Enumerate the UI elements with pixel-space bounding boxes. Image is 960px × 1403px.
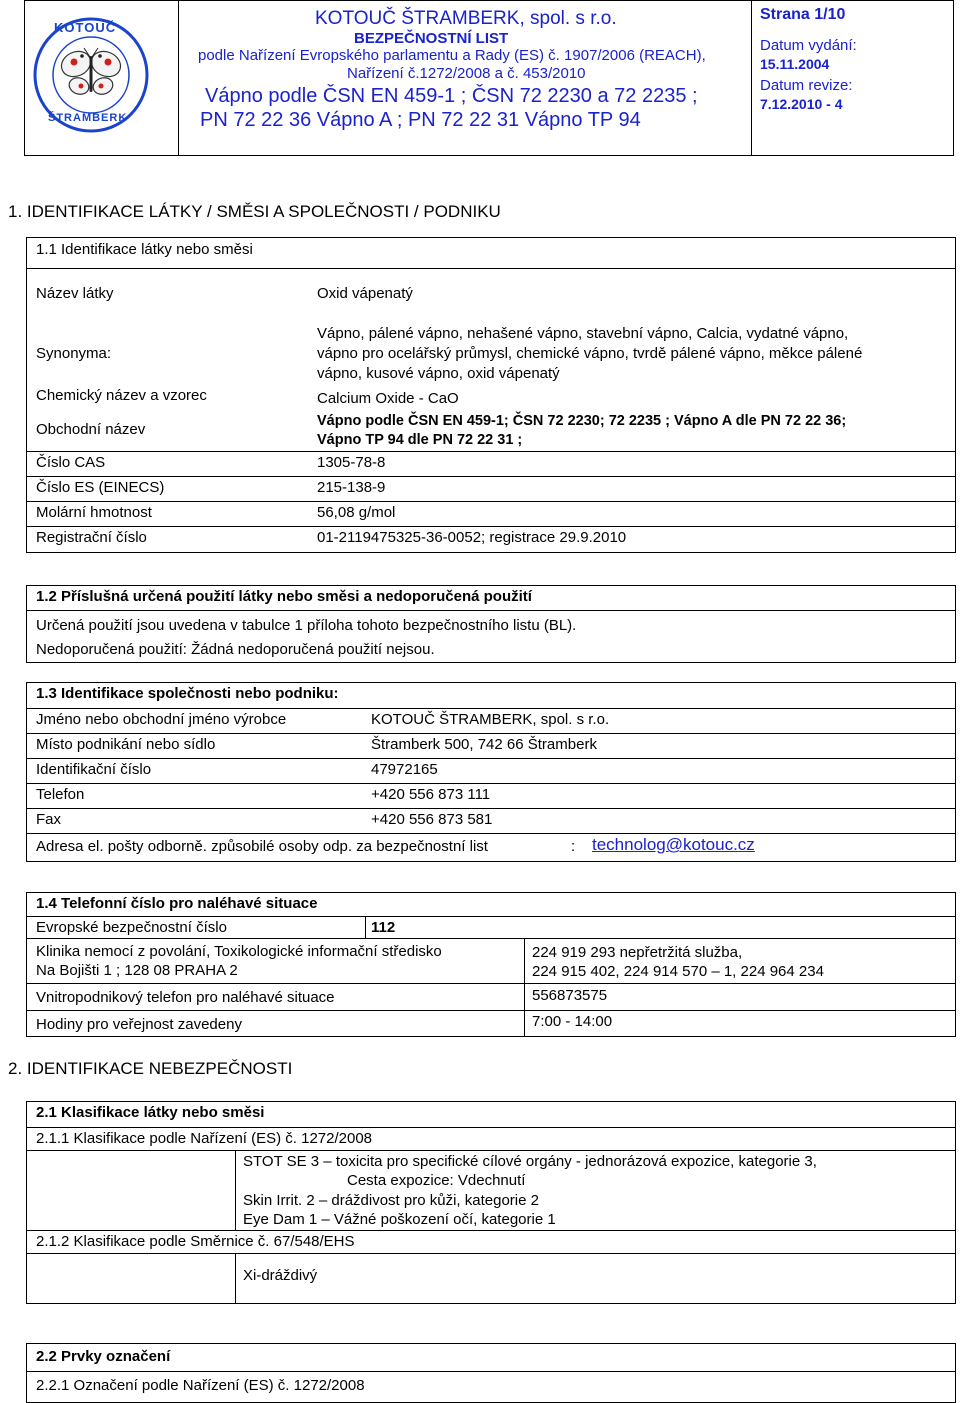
class-line-1: STOT SE 3 – toxicita pro specifické cílové orgány - jednorázová expozice, kategorie 3, bbox=[243, 1153, 817, 1170]
trade-line-2: Vápno TP 94 dle PN 72 22 31 ; bbox=[317, 432, 523, 448]
clinic-line-2: Na Bojišti 1 ; 128 08 PRAHA 2 bbox=[36, 962, 238, 979]
row-divider bbox=[26, 938, 956, 939]
revision-date-label: Datum revize: bbox=[760, 77, 853, 94]
s21-title: 2.1 Klasifikace látky nebo směsi bbox=[36, 1104, 265, 1121]
company-row-label: Telefon bbox=[36, 786, 85, 803]
logo-text-top: KOTOUČ bbox=[54, 20, 117, 35]
row-divider bbox=[26, 916, 956, 917]
row-divider bbox=[26, 733, 956, 734]
column-divider bbox=[524, 938, 525, 1037]
column-divider bbox=[365, 916, 366, 938]
s22-title: 2.2 Prvky označení bbox=[36, 1348, 171, 1365]
header-divider-right bbox=[751, 0, 752, 156]
hours-label: Hodiny pro veřejnost zavedeny bbox=[36, 1016, 242, 1033]
row-divider bbox=[26, 758, 956, 759]
s212-title: 2.1.2 Klasifikace podle Směrnice č. 67/548/EHS bbox=[36, 1233, 355, 1250]
s221-title: 2.2.1 Označení podle Nařízení (ES) č. 1272/2008 bbox=[36, 1377, 365, 1394]
document-type: BEZPEČNOSTNÍ LIST bbox=[354, 30, 509, 47]
row-divider bbox=[26, 783, 956, 784]
row-divider bbox=[26, 476, 956, 477]
synonyms-line-1: Vápno, pálené vápno, nehašené vápno, stavební vápno, Calcia, vydatné vápno, bbox=[317, 325, 849, 342]
eu-emergency-value: 112 bbox=[371, 919, 396, 936]
es-value: 215-138-9 bbox=[317, 479, 386, 496]
company-row-value: +420 556 873 111 bbox=[371, 786, 491, 803]
regulation-line-1: podle Nařízení Evropského parlamentu a Rady (ES) č. 1907/2006 (REACH), bbox=[198, 47, 706, 64]
page-number: Strana 1/10 bbox=[760, 6, 846, 23]
row-divider bbox=[26, 983, 956, 984]
column-divider bbox=[235, 1150, 236, 1230]
s12-line-2: Nedoporučená použití: Žádná nedoporučená použití nejsou. bbox=[36, 641, 435, 658]
company-name: KOTOUČ ŠTRAMBERK, spol. s r.o. bbox=[315, 8, 617, 29]
row-divider bbox=[26, 526, 956, 527]
chem-label: Chemický název a vzorec bbox=[36, 387, 207, 404]
issue-date: 15.11.2004 bbox=[760, 56, 830, 72]
product-title-line-1: Vápno podle ČSN EN 459-1 ; ČSN 72 2230 a 72 2235 ; bbox=[205, 85, 698, 107]
row-divider bbox=[26, 1150, 956, 1151]
class-line-2: Cesta expozice: Vdechnutí bbox=[347, 1172, 526, 1189]
company-row-value: KOTOUČ ŠTRAMBERK, spol. s r.o. bbox=[371, 711, 610, 728]
class-line-3: Skin Irrit. 2 – dráždivost pro kůži, kategorie 2 bbox=[243, 1192, 539, 1209]
logo-text-bottom: ŠTRAMBERK bbox=[48, 112, 128, 124]
clinic-phone-1: 224 919 293 nepřetržitá služba, bbox=[532, 944, 743, 961]
name-label: Název látky bbox=[36, 285, 114, 302]
email-separator: : bbox=[571, 838, 576, 855]
table-company bbox=[26, 682, 956, 862]
row-divider bbox=[26, 833, 956, 834]
company-row-label: Identifikační číslo bbox=[36, 761, 152, 778]
eu-emergency-label: Evropské bezpečnostní číslo bbox=[36, 919, 227, 936]
email-label: Adresa el. pošty odborně. způsobilé osoby odp. za bezpečnostní list bbox=[36, 838, 488, 855]
section-2-heading: 2. IDENTIFIKACE NEBEZPEČNOSTI bbox=[8, 1059, 293, 1078]
trade-line-1: Vápno podle ČSN EN 459-1; ČSN 72 2230; 72 2235 ; Vápno A dle PN 72 22 36; bbox=[317, 413, 847, 429]
company-row-value: 47972165 bbox=[371, 761, 438, 778]
header-divider-left bbox=[178, 0, 179, 156]
company-logo bbox=[32, 16, 150, 134]
synonyms-label: Synonyma: bbox=[36, 345, 112, 362]
clinic-phone-2: 224 915 402, 224 914 570 – 1, 224 964 234 bbox=[532, 963, 824, 980]
molar-label: Molární hmotnost bbox=[36, 504, 152, 521]
cas-value: 1305-78-8 bbox=[317, 454, 386, 471]
synonyms-line-2: vápno pro ocelářský průmysl, chemické vápno, tvrdě pálené vápno, měkce pálené bbox=[317, 345, 863, 362]
s12-line-1: Určená použití jsou uvedena v tabulce 1 příloha tohoto bezpečnostního listu (BL). bbox=[36, 617, 577, 634]
column-divider bbox=[235, 1253, 236, 1304]
row-divider bbox=[26, 268, 956, 269]
clinic-line-1: Klinika nemocí z povolání, Toxikologické informační středisko bbox=[36, 943, 442, 960]
name-value: Oxid vápenatý bbox=[317, 285, 413, 302]
regulation-line-2: Nařízení č.1272/2008 a č. 453/2010 bbox=[347, 65, 586, 82]
row-divider bbox=[26, 808, 956, 809]
row-divider bbox=[26, 1127, 956, 1128]
es-label: Číslo ES (EINECS) bbox=[36, 479, 165, 496]
reg-label: Registrační číslo bbox=[36, 529, 147, 546]
section-1-heading: 1. IDENTIFIKACE LÁTKY / SMĚSI A SPOLEČNOSTI / PODNIKU bbox=[8, 202, 501, 221]
hours-value: 7:00 - 14:00 bbox=[532, 1013, 613, 1030]
row-divider bbox=[26, 1010, 956, 1011]
email-link[interactable]: technolog@kotouc.cz bbox=[592, 835, 755, 854]
reg-value: 01-2119475325-36-0052; registrace 29.9.2010 bbox=[317, 529, 627, 546]
row-divider bbox=[26, 610, 956, 611]
cas-label: Číslo CAS bbox=[36, 454, 106, 471]
company-row-label: Místo podnikání nebo sídlo bbox=[36, 736, 216, 753]
internal-phone-value: 556873575 bbox=[532, 987, 608, 1004]
s12-title: 1.2 Příslušná určená použití látky nebo směsi a nedoporučená použití bbox=[36, 588, 532, 605]
issue-date-label: Datum vydání: bbox=[760, 37, 857, 54]
row-divider bbox=[26, 1253, 956, 1254]
chem-value: Calcium Oxide - CaO bbox=[317, 390, 459, 407]
class-line-4: Eye Dam 1 – Vážné poškození očí, kategorie 1 bbox=[243, 1211, 556, 1228]
product-title-line-2: PN 72 22 36 Vápno A ; PN 72 22 31 Vápno TP 94 bbox=[200, 109, 641, 131]
company-row-label: Jméno nebo obchodní jméno výrobce bbox=[36, 711, 287, 728]
row-divider bbox=[26, 1230, 956, 1231]
s211-title: 2.1.1 Klasifikace podle Nařízení (ES) č. 1272/2008 bbox=[36, 1130, 373, 1147]
xi-classification: Xi-dráždivý bbox=[243, 1267, 318, 1284]
revision-date: 7.12.2010 - 4 bbox=[760, 96, 843, 112]
company-row-value: +420 556 873 581 bbox=[371, 811, 493, 828]
trade-label: Obchodní název bbox=[36, 421, 146, 438]
internal-phone-label: Vnitropodnikový telefon pro naléhavé situace bbox=[36, 989, 335, 1006]
row-divider bbox=[26, 1371, 956, 1372]
row-divider bbox=[26, 451, 956, 452]
company-row-label: Fax bbox=[36, 811, 62, 828]
row-divider bbox=[26, 501, 956, 502]
s14-title: 1.4 Telefonní číslo pro naléhavé situace bbox=[36, 895, 318, 912]
synonyms-line-3: vápno, kusové vápno, oxid vápenatý bbox=[317, 365, 560, 382]
s11-title: 1.1 Identifikace látky nebo směsi bbox=[36, 241, 253, 258]
row-divider bbox=[26, 708, 956, 709]
company-row-value: Štramberk 500, 742 66 Štramberk bbox=[371, 736, 597, 753]
s13-title: 1.3 Identifikace společnosti nebo podniku: bbox=[36, 685, 339, 702]
molar-value: 56,08 g/mol bbox=[317, 504, 396, 521]
